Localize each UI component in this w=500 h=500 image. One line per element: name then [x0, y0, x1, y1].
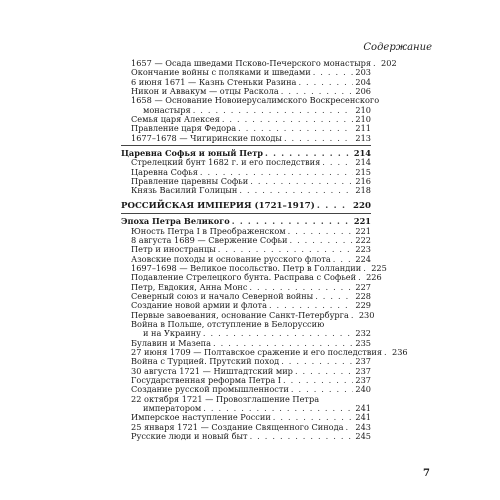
toc-entry: Русские люди и новый быт . . . 245 [121, 432, 371, 441]
toc-entry: императором . . . 241 [121, 404, 371, 413]
toc-entry: Петр, Евдокия, Анна Монс . . . 227 [121, 283, 371, 292]
toc-entry-wrap: Война в Польше, отступление в Белоруссию [131, 318, 325, 329]
toc-entry: Булавин и Мазепа . . . 235 [121, 339, 371, 348]
running-header: Содержание [363, 42, 432, 53]
toc-entry: 8 августа 1689 — Свержение Софьи . . . 222 [121, 236, 371, 245]
toc-entry: 1677–1678 — Чигиринские походы . . . 213 [121, 134, 371, 143]
toc-chapter-peter: Эпоха Петра Великого . . . 221 [121, 217, 371, 226]
toc-entry: Создание новой армии и флота . . . 229 [121, 301, 371, 310]
toc-entry: Князь Василий Голицын . . . 218 [121, 186, 371, 195]
toc-entry: 30 августа 1721 — Ништадтский мир . . . 237 [121, 367, 371, 376]
table-of-contents [121, 58, 408, 442]
toc-entry: Никон и Аввакум — отцы Раскола . . . 206 [121, 87, 371, 96]
toc-entry: монастыря . . . 210 [121, 106, 371, 115]
section-rule [121, 213, 371, 214]
toc-entry: Правление царя Федора . . . 211 [121, 124, 371, 133]
toc-entry: Петр и иностранцы . . . 223 [121, 245, 371, 254]
page-number: 7 [423, 468, 430, 479]
toc-entry: 25 января 1721 — Создание Священного Синода . . . 243 [121, 423, 371, 432]
toc-entry: Юность Петра I в Преображенском . . . 221 [121, 227, 371, 236]
toc-entry: 1657 — Осада шведами Псково-Печерского монастыря . . . 202 [121, 59, 371, 68]
toc-entry: Война с Турцией. Прутский поход . . . 237 [121, 357, 371, 366]
toc-entry: Создание русской промышленности . . . 240 [121, 385, 371, 394]
toc-entry: Семья царя Алексея . . . 210 [121, 115, 371, 124]
toc-entry: Царевна Софья . . . 215 [121, 168, 371, 177]
toc-entry: 27 июня 1709 — Полтавское сражение и его последствия . . . 236 [121, 348, 371, 357]
toc-entry-wrap: 1658 — Основание Новоиерусалимского Воскресенского [131, 95, 380, 106]
toc-entry: Правление царевны Софьи . . . 216 [121, 177, 371, 186]
toc-chapter-sophia: Царевна Софья и юный Петр . . . 214 [121, 149, 371, 158]
toc-entry: Подавление Стрелецкого бунта. Расправа с Софьей . . . 226 [121, 273, 371, 282]
section-rule [121, 145, 371, 146]
toc-entry: Государственная реформа Петра I . . . 237 [121, 376, 371, 385]
toc-entry: Имперское наступление России . . . 241 [121, 413, 371, 422]
toc-part-empire: РОССИЙСКАЯ ИМПЕРИЯ (1721–1917) . . . 220 [121, 202, 371, 211]
toc-entry: 6 июня 1671 — Казнь Стеньки Разина . . . 204 [121, 78, 371, 87]
toc-entry: Первые завоевания, основание Санкт-Петербурга . . . 230 [121, 311, 371, 320]
toc-entry: Стрелецкий бунт 1682 г. и его последствия . . . 214 [121, 158, 371, 167]
toc-entry: Северный союз и начало Северной войны . . . 228 [121, 292, 371, 301]
toc-entry-wrap: 22 октября 1721 — Провозглашение Петра [131, 393, 320, 404]
toc-entry: и на Украину . . . 232 [121, 329, 371, 338]
toc-entry: Азовские походы и основание русского флота . . . 224 [121, 255, 371, 264]
toc-entry: Окончание войны с поляками и шведами . . . 203 [121, 68, 371, 77]
toc-entry: 1697–1698 — Великое посольство. Петр в Голландии . . . 225 [121, 264, 371, 273]
